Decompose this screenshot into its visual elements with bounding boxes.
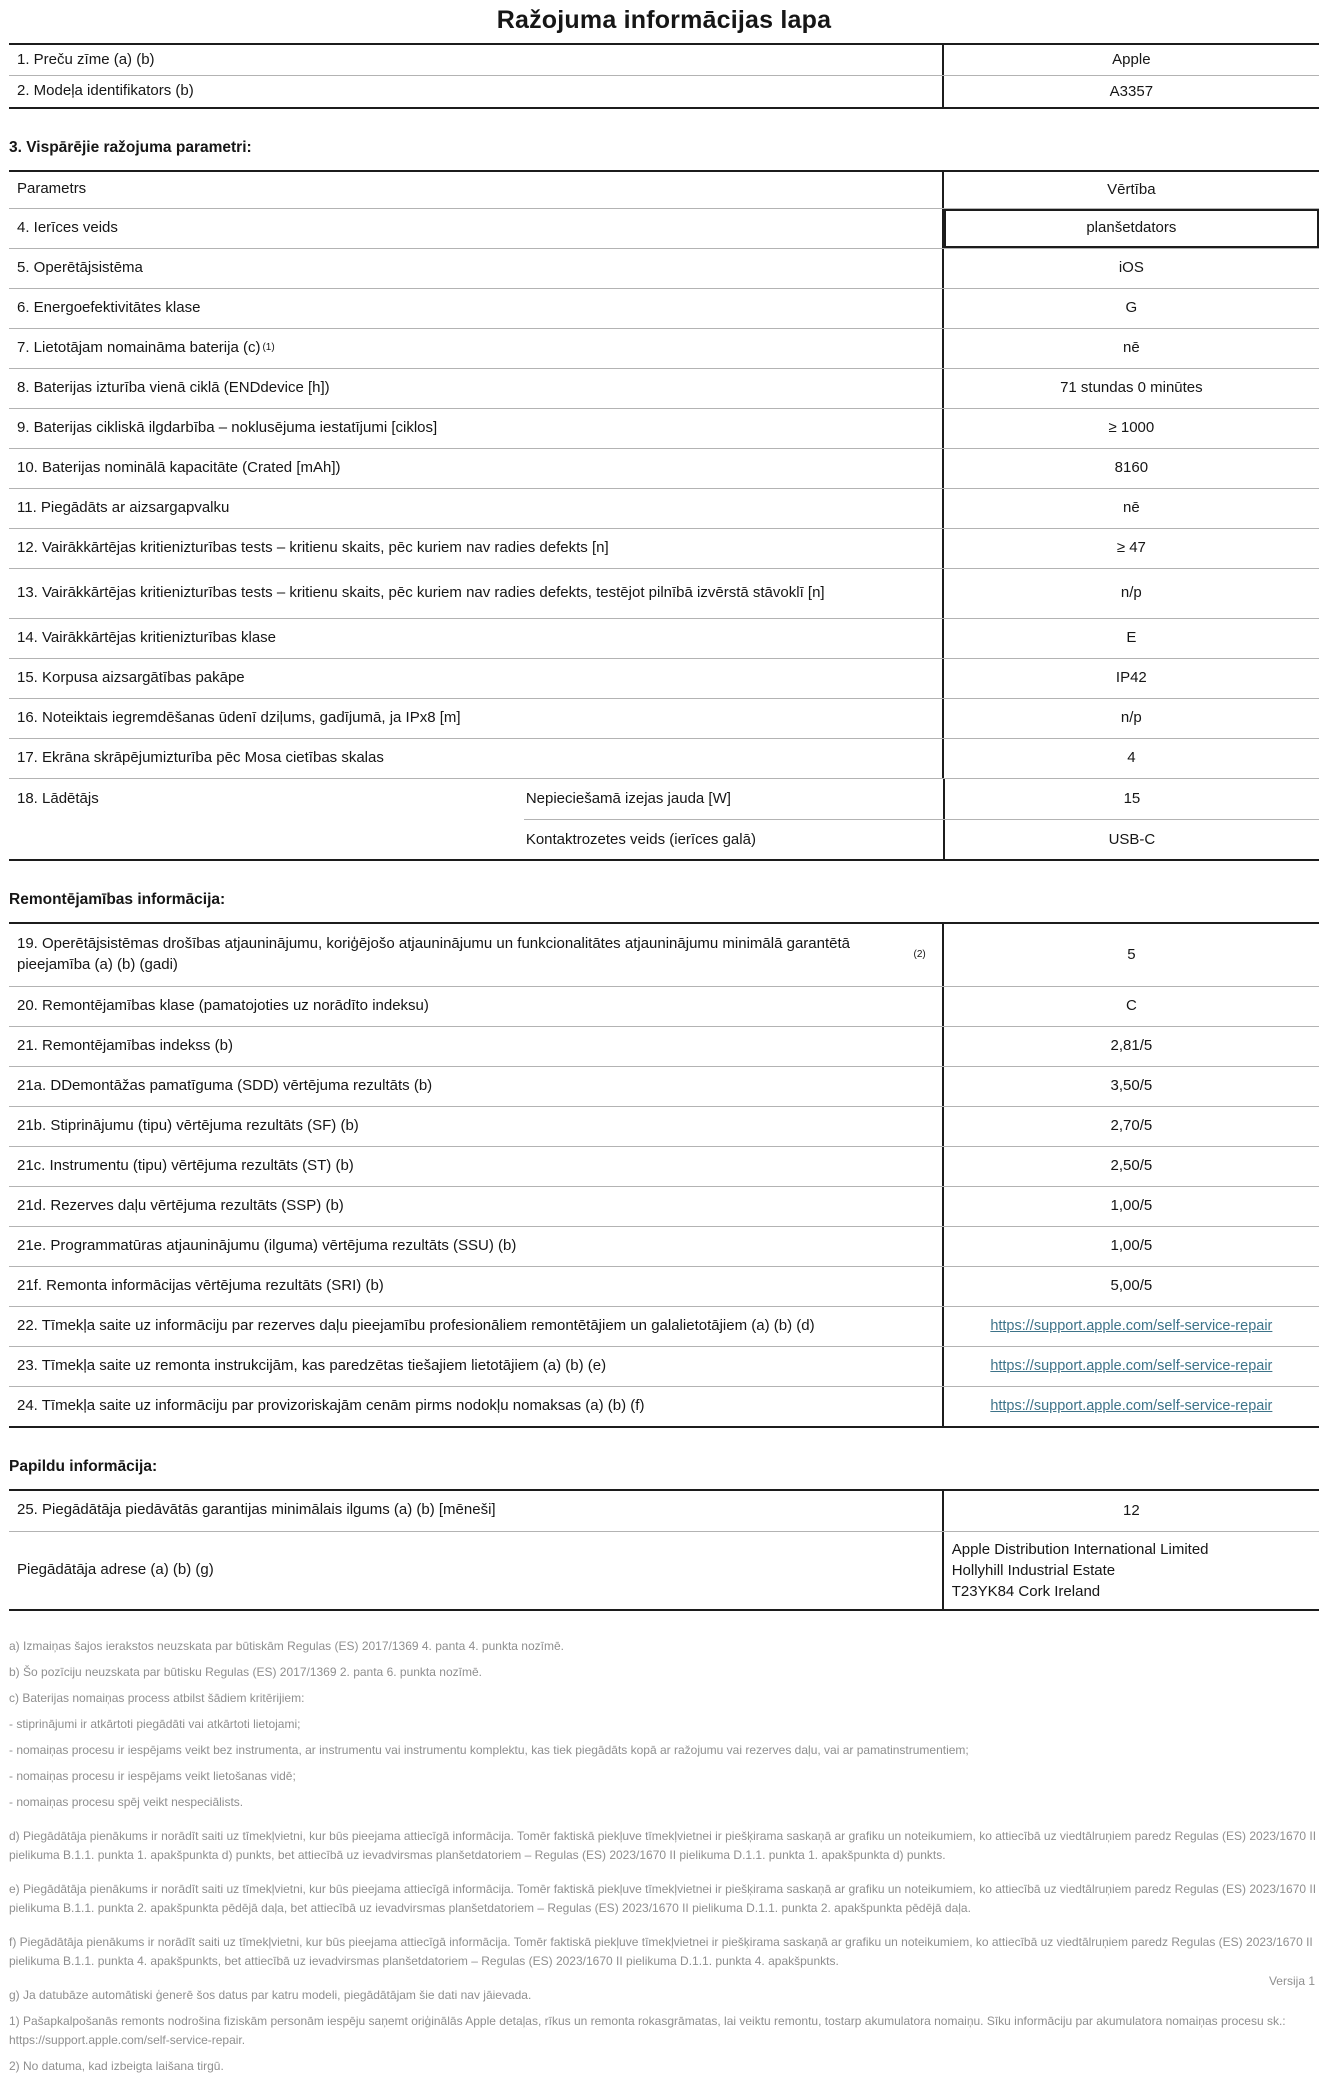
row-label: 21d. Rezerves daļu vērtējuma rezultāts (SSP) (b) — [17, 1196, 344, 1214]
row-value: 1,00/5 — [942, 1227, 1319, 1266]
table-row — [9, 528, 1319, 568]
row-label: Piegādātāja adrese (a) (b) (g) — [17, 1561, 214, 1579]
row-value: 2,50/5 — [942, 1147, 1319, 1186]
charger-sub-table — [524, 779, 1319, 859]
row-value: 5,00/5 — [942, 1267, 1319, 1306]
footnote-b: b) Šo pozīciju neuzskata par būtisku Regulas (ES) 2017/1369 2. panta 6. punkta nozīmē. — [9, 1665, 482, 1680]
row-value: 5 — [942, 924, 1319, 986]
table-row — [9, 408, 1319, 448]
additional-info-table — [9, 1489, 1319, 1612]
footnote-d: d) Piegādātāja pienākums ir norādīt saiti uz tīmekļvietni, kur būs pieejama attiecīgā informācija. Tomēr faktiskā piekļuve tīmekļvietnei ir piešķirama saskaņā ar grafiku un noteikumiem, ko attiecībā uz viedtālruņiem paredz Regulas (ES) 2023/1670 II pielikuma B.1.1. punkta 1. apakšpunkta d) punkts, bet attiecībā uz ievadvirsmas planšetdatoriem – Regulas (ES) 2023/1670 II pielikuma D.1.1. punkta 1. apakšpunkta d) punkts. — [9, 1829, 1317, 1863]
footnote-c: c) Baterijas nomaiņas process atbilst šādiem kritērijiem: — [9, 1691, 305, 1706]
row-label: 10. Baterijas nominālā kapacitāte (Crated [mAh]) — [17, 458, 341, 476]
row-value: n/p — [942, 569, 1319, 618]
repairability-table — [9, 922, 1319, 1428]
row-value: G — [942, 289, 1319, 328]
row-label: 22. Tīmekļa saite uz informāciju par rezerves daļu pieejamību profesionāliem remontētājiem un galalietotājiem (a) (b) (d) — [17, 1316, 815, 1334]
repair-instructions-link[interactable]: https://support.apple.com/self-service-repair — [990, 1357, 1273, 1374]
row-value: C — [942, 987, 1319, 1026]
row-value: E — [942, 619, 1319, 658]
table-row — [9, 738, 1319, 778]
column-header-value: Vērtība — [942, 172, 1319, 208]
row-label: 25. Piegādātāja piedāvātās garantijas minimālais ilgums (a) (b) [mēneši] — [17, 1501, 496, 1519]
row-value: n/p — [942, 699, 1319, 738]
row-label: 7. Lietotājam nomaināma baterija (c) (1) — [17, 338, 275, 356]
sub-row-label: Kontaktrozetes veids (ierīces galā) — [525, 830, 756, 848]
brand-model-table — [9, 43, 1319, 109]
table-header-row — [9, 172, 1319, 208]
footnote-1: 1) Pašapkalpošanās remonts nodrošina fiziskām personām iespēju saņemt oriģinālās Apple detaļas, rīkus un remonta rokasgrāmatas, lai veiktu remontu, tostarp akumulatora nomaiņu. Sīku informāciju par akumulatora nomaiņas procesu sk.: https://support.apple.com/self-service-repair. — [9, 2013, 1286, 2047]
table-row — [9, 328, 1319, 368]
address-line: Apple Distribution International Limited — [951, 1540, 1209, 1558]
table-row — [9, 1066, 1319, 1106]
table-row — [9, 1146, 1319, 1186]
row-value — [942, 1347, 1319, 1386]
row-value: 1,00/5 — [942, 1187, 1319, 1226]
row-value: 2,70/5 — [942, 1107, 1319, 1146]
row-value: nē — [942, 329, 1319, 368]
sub-row-value: 15 — [943, 779, 1319, 819]
row-value: ≥ 1000 — [942, 409, 1319, 448]
table-row — [9, 698, 1319, 738]
table-row — [9, 1226, 1319, 1266]
row-label: 21c. Instrumentu (tipu) vērtējuma rezultāts (ST) (b) — [17, 1156, 354, 1174]
row-label: 6. Energoefektivitātes klase — [17, 298, 201, 316]
row-value: iOS — [942, 249, 1319, 288]
row-label: 1. Preču zīme (a) (b) — [17, 51, 155, 68]
spare-parts-link[interactable]: https://support.apple.com/self-service-repair — [990, 1317, 1273, 1334]
table-row — [9, 1491, 1319, 1531]
footnote-2: 2) No datuma, kad izbeigta laišana tirgū. — [9, 2058, 224, 2073]
row-label: 21b. Stiprinājumu (tipu) vērtējuma rezultāts (SF) (b) — [17, 1116, 359, 1134]
row-label: 21e. Programmatūras atjauninājumu (ilguma) vērtējuma rezultāts (SSU) (b) — [17, 1236, 517, 1254]
table-row — [9, 248, 1319, 288]
table-row — [9, 488, 1319, 528]
section-heading-repairability: Remontējamības informācija: — [9, 890, 226, 908]
row-label: 8. Baterijas izturība vienā ciklā (ENDdevice [h]) — [17, 378, 330, 396]
row-label: 17. Ekrāna skrāpējumizturība pēc Mosa cietības skalas — [17, 748, 384, 766]
row-value: A3357 — [942, 76, 1319, 106]
footnote-c-item: - nomaiņas procesu ir iespējams veikt lietošanas vidē; — [9, 1769, 296, 1784]
page-title: Ražojuma informācijas lapa — [496, 6, 832, 34]
row-label: 21a. DDemontāžas pamatīguma (SDD) vērtējuma rezultāts (b) — [17, 1076, 433, 1094]
row-label: 5. Operētājsistēma — [17, 258, 143, 276]
table-row — [9, 1346, 1319, 1386]
row-label: 16. Noteiktais iegremdēšanas ūdenī dziļums, gadījumā, ja IPx8 [m] — [17, 708, 461, 726]
footnote-ref-2: (2) — [913, 948, 926, 960]
row-value: 2,81/5 — [942, 1027, 1319, 1066]
pricing-info-link[interactable]: https://support.apple.com/self-service-repair — [990, 1397, 1273, 1414]
sub-row-label: Nepieciešamā izejas jauda [W] — [525, 790, 731, 807]
row-label: 19. Operētājsistēmas drošības atjauninājumu, koriģējošo atjauninājumu un funkcionalitātes atjauninājumu minimālā garantētā pieejamība (a) (b) (gadi) (2) — [17, 935, 926, 973]
version-label: Versija 1 — [1268, 1974, 1315, 1988]
table-row — [9, 1386, 1319, 1426]
row-value — [942, 1387, 1319, 1426]
row-label: 21f. Remonta informācijas vērtējuma rezultāts (SRI) (b) — [17, 1276, 384, 1294]
row-label: 9. Baterijas cikliskā ilgdarbība – noklusējuma iestatījumi [ciklos] — [17, 418, 438, 436]
address-line: T23YK84 Cork Ireland — [951, 1583, 1101, 1601]
footnote-c-item: - stiprinājumi ir atkārtoti piegādāti vai atkārtoti lietojami; — [9, 1717, 301, 1732]
table-row — [9, 1026, 1319, 1066]
row-label: 15. Korpusa aizsargātības pakāpe — [17, 668, 245, 686]
row-label: 23. Tīmekļa saite uz remonta instrukcijām, kas paredzētas tiešajiem lietotājiem (a) (b) (e) — [17, 1356, 607, 1374]
table-row — [9, 658, 1319, 698]
table-row — [9, 208, 1319, 248]
row-label: 11. Piegādāts ar aizsargapvalku — [17, 498, 230, 516]
footnotes — [9, 1637, 1319, 2075]
supplier-address-row — [9, 1531, 1319, 1610]
charger-sub-row — [524, 779, 1319, 819]
row-value: 8160 — [942, 449, 1319, 488]
footnote-g: g) Ja datubāze automātiski ģenerē šos datus par katru modeli, piegādātājam šie dati nav jāievada. — [9, 1987, 532, 2002]
table-row — [9, 1306, 1319, 1346]
footnote-c-item: - nomaiņas procesu ir iespējams veikt bez instrumenta, ar instrumentu vai instrumentu komplektu, kas tiek piegādāts kopā ar ražojumu vai rezerves daļu, vai ar pamatinstrumentiem; — [9, 1743, 969, 1758]
row-label: 13. Vairākkārtējas kritienizturības tests – kritienu skaits, pēc kuriem nav radies defekts, testējot pilnībā izvērstā stāvoklī [n] — [17, 583, 825, 601]
row-value: nē — [942, 489, 1319, 528]
row-value: 3,50/5 — [942, 1067, 1319, 1106]
row-value — [942, 1307, 1319, 1346]
table-row — [9, 568, 1319, 618]
row-label: 18. Lādētājs — [17, 789, 99, 807]
row-value: IP42 — [942, 659, 1319, 698]
row-label: 24. Tīmekļa saite uz informāciju par provizoriskajām cenām pirms nodokļu nomaksas (a) (b) (f) — [17, 1396, 645, 1414]
table-row — [9, 75, 1319, 106]
table-row — [9, 1266, 1319, 1306]
table-row — [9, 924, 1319, 986]
table-row — [9, 1106, 1319, 1146]
row-label: 21. Remontējamības indekss (b) — [17, 1036, 233, 1054]
row-value: 71 stundas 0 minūtes — [942, 369, 1319, 408]
footnote-ref-1: (1) — [262, 342, 275, 354]
section-heading-general: 3. Vispārējie ražojuma parametri: — [9, 138, 252, 156]
row-value: 4 — [942, 739, 1319, 778]
table-row — [9, 368, 1319, 408]
section-heading-additional: Papildu informācija: — [9, 1457, 158, 1475]
general-parameters-table — [9, 170, 1319, 861]
table-row — [9, 288, 1319, 328]
row-label: 12. Vairākkārtējas kritienizturības tests – kritienu skaits, pēc kuriem nav radies defekts [n] — [17, 538, 609, 556]
table-row — [9, 1186, 1319, 1226]
footnote-e: e) Piegādātāja pienākums ir norādīt saiti uz tīmekļvietni, kur būs pieejama attiecīgā informācija. Tomēr faktiskā piekļuve tīmekļvietnei ir piešķirama saskaņā ar grafiku un noteikumiem, ko attiecībā uz viedtālruņiem paredz Regulas (ES) 2023/1670 II pielikuma B.1.1. punkta 2. apakšpunkta pēdējā daļa, bet attiecībā uz ievadvirsmas planšetdatoriem – Regulas (ES) 2023/1670 II pielikuma D.1.1. punkta 2. apakšpunkta pēdējā daļa. — [9, 1881, 1317, 1915]
footnote-a: a) Izmaiņas šajos ierakstos neuzskata par būtiskām Regulas (ES) 2017/1369 4. panta 4. punkta nozīmē. — [9, 1639, 564, 1654]
row-label: 4. Ierīces veids — [17, 218, 118, 236]
address-line: Hollyhill Industrial Estate — [951, 1561, 1116, 1579]
supplier-address-value — [942, 1532, 1319, 1610]
table-row — [9, 45, 1319, 75]
column-header-parameter: Parametrs — [17, 180, 87, 198]
row-label: 14. Vairākkārtējas kritienizturības klase — [17, 628, 276, 646]
row-value: ≥ 47 — [942, 529, 1319, 568]
footnote-c-item: - nomaiņas procesu spēj veikt nespeciālists. — [9, 1795, 244, 1810]
charger-sub-row — [524, 819, 1319, 859]
device-type-value: planšetdators — [942, 209, 1319, 248]
charger-row — [9, 778, 1319, 859]
row-value: 12 — [942, 1491, 1319, 1531]
table-row — [9, 986, 1319, 1026]
table-row — [9, 448, 1319, 488]
row-label: 20. Remontējamības klase (pamatojoties uz norādīto indeksu) — [17, 996, 429, 1014]
table-row — [9, 618, 1319, 658]
row-label: 2. Modeļa identifikators (b) — [17, 82, 194, 100]
footnote-f: f) Piegādātāja pienākums ir norādīt saiti uz tīmekļvietni, kur būs pieejama attiecīgā informācija. Tomēr faktiskā piekļuve tīmekļvietnei ir piešķirama saskaņā ar grafiku un noteikumiem, ko attiecībā uz viedtālruņiem paredz Regulas (ES) 2023/1670 II pielikuma B.1.1. punkta 4. apakšpunkts, bet attiecībā uz ievadvirsmas planšetdatoriem – Regulas (ES) 2023/1670 II pielikuma D.1.1. punkta 4. apakšpunkts. — [9, 1934, 1313, 1968]
row-value: Apple — [942, 45, 1319, 75]
sub-row-value: USB-C — [943, 820, 1319, 859]
